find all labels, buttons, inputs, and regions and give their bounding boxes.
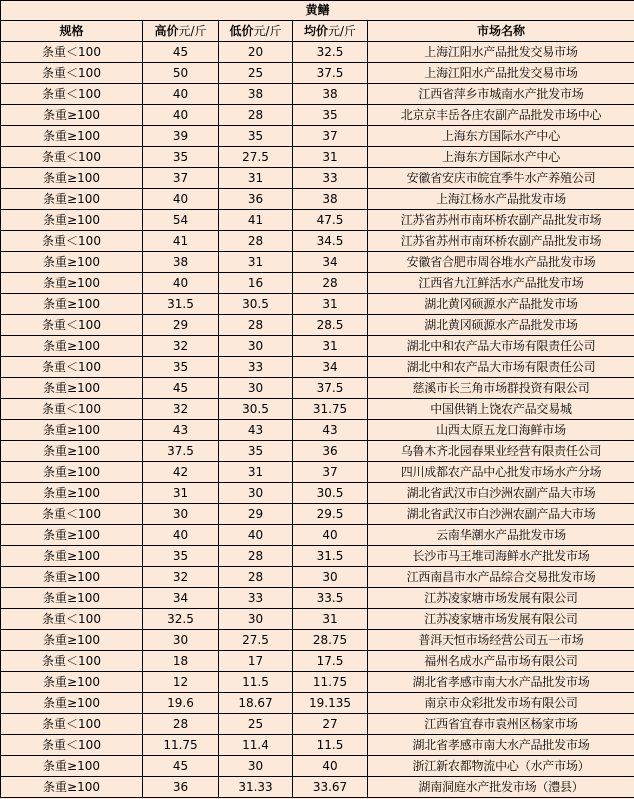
cell-low: 40	[219, 525, 293, 546]
cell-market: 江西省宜春市袁州区杨家市场	[368, 714, 634, 735]
cell-avg: 19.135	[293, 693, 368, 714]
cell-spec: 条重＜100	[1, 714, 143, 735]
cell-avg: 31	[293, 336, 368, 357]
header-avg-unit: 元/斤	[327, 24, 357, 38]
cell-high: 18	[143, 651, 219, 672]
table-row	[1, 462, 634, 483]
cell-low: 30	[219, 483, 293, 504]
cell-high: 29	[143, 315, 219, 336]
cell-low: 30	[219, 756, 293, 777]
cell-low: 18.67	[219, 693, 293, 714]
cell-spec: 条重≥100	[1, 420, 143, 441]
cell-avg: 40	[293, 525, 368, 546]
cell-high: 45	[143, 756, 219, 777]
cell-spec: 条重≥100	[1, 630, 143, 651]
table-row	[1, 525, 634, 546]
table-row	[1, 357, 634, 378]
cell-market: 上海江阳水产品批发交易市场	[368, 63, 634, 84]
table-row	[1, 630, 634, 651]
cell-spec: 条重≥100	[1, 756, 143, 777]
cell-high: 50	[143, 63, 219, 84]
cell-low: 28	[219, 315, 293, 336]
cell-spec: 条重＜100	[1, 231, 143, 252]
cell-market: 乌鲁木齐北园春果业经营有限责任公司	[368, 441, 634, 462]
cell-high: 35	[143, 546, 219, 567]
cell-low: 27.5	[219, 147, 293, 168]
cell-high: 40	[143, 189, 219, 210]
cell-low: 11.4	[219, 735, 293, 756]
cell-market: 湖北省孝感市南大水产品批发市场	[368, 735, 634, 756]
header-low	[219, 21, 293, 42]
cell-spec: 条重＜100	[1, 504, 143, 525]
cell-low: 41	[219, 210, 293, 231]
cell-avg: 27	[293, 714, 368, 735]
cell-avg: 43	[293, 420, 368, 441]
cell-spec: 条重≥100	[1, 546, 143, 567]
cell-avg: 47.5	[293, 210, 368, 231]
cell-high: 32	[143, 567, 219, 588]
cell-spec: 条重＜100	[1, 357, 143, 378]
header-market: 市场名称	[368, 21, 634, 42]
cell-low: 30	[219, 336, 293, 357]
table-row	[1, 546, 634, 567]
cell-high: 35	[143, 357, 219, 378]
cell-low: 30.5	[219, 399, 293, 420]
cell-market: 上海江杨水产品批发市场	[368, 189, 634, 210]
cell-spec: 条重≥100	[1, 294, 143, 315]
cell-high: 11.75	[143, 735, 219, 756]
cell-avg: 31.75	[293, 399, 368, 420]
table-row	[1, 210, 634, 231]
cell-avg: 40	[293, 756, 368, 777]
cell-avg: 31	[293, 147, 368, 168]
cell-market: 上海东方国际水产中心	[368, 126, 634, 147]
cell-high: 34	[143, 588, 219, 609]
cell-market: 湖南洞庭水产批发市场（澧县）	[368, 777, 634, 798]
cell-low: 31	[219, 462, 293, 483]
cell-low: 33	[219, 357, 293, 378]
cell-market: 福州名成水产品市场有限公司	[368, 651, 634, 672]
cell-spec: 条重＜100	[1, 609, 143, 630]
cell-high: 19.6	[143, 693, 219, 714]
cell-avg: 29.5	[293, 504, 368, 525]
cell-market: 江苏凌家塘市场发展有限公司	[368, 609, 634, 630]
cell-market: 江苏省苏州市南环桥农副产品批发市场	[368, 210, 634, 231]
cell-avg: 11.5	[293, 735, 368, 756]
cell-low: 30	[219, 378, 293, 399]
table-title: 黄鳝	[1, 1, 634, 21]
table-row	[1, 126, 634, 147]
cell-spec: 条重≥100	[1, 378, 143, 399]
table-row	[1, 147, 634, 168]
cell-spec: 条重≥100	[1, 210, 143, 231]
cell-low: 25	[219, 714, 293, 735]
table-row	[1, 168, 634, 189]
cell-market: 湖北省孝感市南大水产品批发市场	[368, 672, 634, 693]
table-row	[1, 315, 634, 336]
cell-high: 32	[143, 399, 219, 420]
cell-low: 31	[219, 168, 293, 189]
cell-high: 37.5	[143, 441, 219, 462]
cell-low: 20	[219, 42, 293, 63]
cell-market: 安徽省安庆市皖宜季牛水产养殖公司	[368, 168, 634, 189]
table-row	[1, 609, 634, 630]
cell-avg: 33	[293, 168, 368, 189]
cell-market: 南京市众彩批发市场有限公司	[368, 693, 634, 714]
cell-high: 43	[143, 420, 219, 441]
cell-low: 27.5	[219, 630, 293, 651]
cell-high: 39	[143, 126, 219, 147]
cell-market: 长沙市马王堆司海鲜水产批发市场	[368, 546, 634, 567]
cell-spec: 条重＜100	[1, 42, 143, 63]
table-row	[1, 294, 634, 315]
cell-market: 江苏省苏州市南环桥农副产品批发市场	[368, 231, 634, 252]
cell-high: 37	[143, 168, 219, 189]
header-high-unit: 元/斤	[178, 24, 207, 38]
cell-avg: 11.75	[293, 672, 368, 693]
cell-low: 35	[219, 126, 293, 147]
cell-spec: 条重≥100	[1, 441, 143, 462]
cell-market: 湖北黄冈硕源水产品批发市场	[368, 315, 634, 336]
cell-spec: 条重≥100	[1, 777, 143, 798]
cell-spec: 条重≥100	[1, 273, 143, 294]
cell-high: 28	[143, 714, 219, 735]
cell-low: 11.5	[219, 672, 293, 693]
cell-high: 35	[143, 147, 219, 168]
cell-low: 16	[219, 273, 293, 294]
cell-market: 江西省萍乡市城南水产批发市场	[368, 84, 634, 105]
cell-avg: 34.5	[293, 231, 368, 252]
table-title-row	[1, 1, 634, 21]
cell-spec: 条重≥100	[1, 189, 143, 210]
cell-high: 40	[143, 273, 219, 294]
cell-market: 普洱天恒市场经营公司五一市场	[368, 630, 634, 651]
cell-avg: 28	[293, 273, 368, 294]
table-row	[1, 441, 634, 462]
cell-low: 31	[219, 252, 293, 273]
cell-spec: 条重＜100	[1, 315, 143, 336]
cell-high: 36	[143, 777, 219, 798]
cell-avg: 31	[293, 294, 368, 315]
table-row	[1, 714, 634, 735]
table-row	[1, 567, 634, 588]
table-row	[1, 420, 634, 441]
table-row	[1, 651, 634, 672]
cell-spec: 条重≥100	[1, 126, 143, 147]
cell-low: 36	[219, 189, 293, 210]
cell-avg: 35	[293, 105, 368, 126]
header-avg-label: 均价	[303, 24, 328, 38]
cell-spec: 条重≥100	[1, 483, 143, 504]
table-row	[1, 483, 634, 504]
table-row	[1, 399, 634, 420]
cell-avg: 34	[293, 252, 368, 273]
header-low-label: 低价	[229, 24, 254, 38]
cell-avg: 38	[293, 189, 368, 210]
cell-spec: 条重≥100	[1, 588, 143, 609]
cell-low: 25	[219, 63, 293, 84]
table-row	[1, 252, 634, 273]
header-row	[1, 21, 634, 42]
cell-low: 33	[219, 588, 293, 609]
cell-avg: 33.67	[293, 777, 368, 798]
cell-high: 45	[143, 42, 219, 63]
cell-high: 31	[143, 483, 219, 504]
cell-spec: 条重＜100	[1, 651, 143, 672]
cell-avg: 17.5	[293, 651, 368, 672]
cell-low: 30.5	[219, 294, 293, 315]
cell-market: 湖北中和农产品大市场有限责任公司	[368, 336, 634, 357]
table-row	[1, 588, 634, 609]
cell-market: 山西太原五龙口海鲜市场	[368, 420, 634, 441]
cell-avg: 37.5	[293, 378, 368, 399]
cell-avg: 30.5	[293, 483, 368, 504]
table-row	[1, 336, 634, 357]
cell-market: 浙江新农都物流中心（水产市场）	[368, 756, 634, 777]
cell-high: 30	[143, 504, 219, 525]
cell-market: 上海江阳水产品批发交易市场	[368, 42, 634, 63]
table-row	[1, 735, 634, 756]
cell-avg: 31	[293, 609, 368, 630]
cell-avg: 36	[293, 441, 368, 462]
table-row	[1, 63, 634, 84]
cell-avg: 31.5	[293, 546, 368, 567]
cell-avg: 37	[293, 462, 368, 483]
cell-low: 28	[219, 567, 293, 588]
cell-high: 41	[143, 231, 219, 252]
cell-spec: 条重≥100	[1, 525, 143, 546]
table-row	[1, 273, 634, 294]
cell-market: 四川成都农产品中心批发市场水产分场	[368, 462, 634, 483]
header-high-label: 高价	[154, 24, 179, 38]
cell-low: 28	[219, 231, 293, 252]
cell-spec: 条重≥100	[1, 693, 143, 714]
cell-avg: 30	[293, 567, 368, 588]
cell-market: 江西省九江鲜活水产品批发市场	[368, 273, 634, 294]
cell-high: 38	[143, 252, 219, 273]
cell-avg: 28.5	[293, 315, 368, 336]
cell-high: 42	[143, 462, 219, 483]
header-avg	[293, 21, 368, 42]
cell-high: 54	[143, 210, 219, 231]
table-row	[1, 231, 634, 252]
cell-low: 43	[219, 420, 293, 441]
cell-market: 湖北省武汉市白沙洲农副产品大市场	[368, 483, 634, 504]
cell-spec: 条重≥100	[1, 462, 143, 483]
cell-spec: 条重＜100	[1, 147, 143, 168]
table-row	[1, 504, 634, 525]
cell-high: 40	[143, 525, 219, 546]
cell-spec: 条重≥100	[1, 672, 143, 693]
cell-avg: 37	[293, 126, 368, 147]
cell-spec: 条重＜100	[1, 735, 143, 756]
cell-spec: 条重＜100	[1, 63, 143, 84]
table-row	[1, 84, 634, 105]
cell-low: 35	[219, 441, 293, 462]
table-row	[1, 42, 634, 63]
cell-spec: 条重＜100	[1, 399, 143, 420]
cell-avg: 33.5	[293, 588, 368, 609]
cell-low: 29	[219, 504, 293, 525]
cell-high: 45	[143, 378, 219, 399]
cell-avg: 34	[293, 357, 368, 378]
cell-avg: 38	[293, 84, 368, 105]
cell-avg: 28.75	[293, 630, 368, 651]
cell-market: 慈溪市长三角市场群投资有限公司	[368, 378, 634, 399]
cell-low: 38	[219, 84, 293, 105]
cell-low: 30	[219, 609, 293, 630]
cell-low: 17	[219, 651, 293, 672]
cell-market: 江西南昌市水产品综合交易批发市场	[368, 567, 634, 588]
cell-market: 北京京丰岳各庄农副产品批发市场中心	[368, 105, 634, 126]
cell-high: 40	[143, 84, 219, 105]
table-row	[1, 777, 634, 798]
cell-market: 中国供销上饶农产品交易城	[368, 399, 634, 420]
cell-high: 40	[143, 105, 219, 126]
cell-spec: 条重≥100	[1, 168, 143, 189]
cell-market: 云南华潮水产品批发市场	[368, 525, 634, 546]
cell-high: 12	[143, 672, 219, 693]
cell-spec: 条重≥100	[1, 567, 143, 588]
cell-market: 安徽省合肥市周谷堆水产品批发市场	[368, 252, 634, 273]
cell-spec: 条重≥100	[1, 336, 143, 357]
cell-market: 湖北中和农产品大市场有限责任公司	[368, 357, 634, 378]
table-row	[1, 378, 634, 399]
cell-high: 32.5	[143, 609, 219, 630]
cell-spec: 条重≥100	[1, 105, 143, 126]
table-row	[1, 672, 634, 693]
cell-high: 32	[143, 336, 219, 357]
cell-market: 江苏凌家塘市场发展有限公司	[368, 588, 634, 609]
table-row	[1, 189, 634, 210]
cell-market: 湖北省武汉市白沙洲农副产品大市场	[368, 504, 634, 525]
header-spec: 规格	[1, 21, 143, 42]
cell-spec: 条重≥100	[1, 252, 143, 273]
cell-market: 上海东方国际水产中心	[368, 147, 634, 168]
cell-avg: 37.5	[293, 63, 368, 84]
cell-spec: 条重＜100	[1, 84, 143, 105]
cell-low: 31.33	[219, 777, 293, 798]
cell-avg: 32.5	[293, 42, 368, 63]
table-row	[1, 693, 634, 714]
cell-high: 31.5	[143, 294, 219, 315]
header-low-unit: 元/斤	[253, 24, 282, 38]
table-row	[1, 756, 634, 777]
cell-low: 28	[219, 546, 293, 567]
cell-high: 30	[143, 630, 219, 651]
header-high	[143, 21, 219, 42]
table-row	[1, 105, 634, 126]
cell-low: 28	[219, 105, 293, 126]
cell-market: 湖北黄冈硕源水产品批发市场	[368, 294, 634, 315]
